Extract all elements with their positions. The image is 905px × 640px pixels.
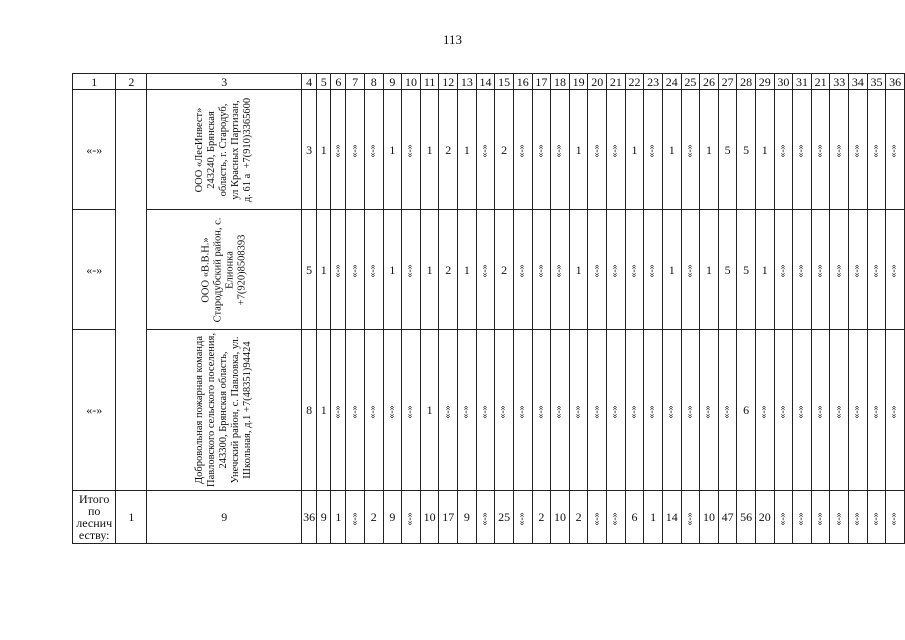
ditto-cell: «-» bbox=[830, 210, 849, 330]
ditto-cell: «-» bbox=[681, 330, 700, 491]
ditto-cell: «-» bbox=[476, 90, 495, 210]
total-value-cell: 14 bbox=[662, 491, 681, 544]
organization-name: ООО «В.В.Н.» Стародубский район, с. Елионка +7(920)8508393 bbox=[200, 217, 248, 322]
ditto-cell: «-» bbox=[346, 90, 365, 210]
ditto-cell: «-» bbox=[644, 90, 663, 210]
value-cell: 3 bbox=[302, 90, 317, 210]
value-cell: 8 bbox=[302, 330, 317, 491]
total-value-cell: 10 bbox=[551, 491, 570, 544]
ditto-cell: «-» bbox=[513, 210, 532, 330]
page-number: 113 bbox=[442, 32, 463, 47]
header-cell: 17 bbox=[532, 74, 551, 90]
header-cell: 8 bbox=[364, 74, 383, 90]
value-cell: 1 bbox=[755, 210, 774, 330]
header-cell: 21 bbox=[607, 74, 626, 90]
header-cell: 35 bbox=[867, 74, 886, 90]
value-cell: 1 bbox=[420, 90, 439, 210]
ditto-cell: «-» bbox=[551, 90, 570, 210]
ditto-cell: «-» bbox=[331, 90, 346, 210]
header-cell: 4 bbox=[302, 74, 317, 90]
ditto-cell: «-» bbox=[569, 330, 588, 491]
ditto-cell: «-» bbox=[513, 90, 532, 210]
ditto-cell: «-» bbox=[700, 330, 719, 491]
total-value-cell: 25 bbox=[495, 491, 514, 544]
organization-cell bbox=[147, 330, 302, 491]
ditto-cell: «-» bbox=[849, 90, 868, 210]
header-cell: 26 bbox=[700, 74, 719, 90]
value-cell: 1 bbox=[662, 90, 681, 210]
ditto-cell: «-» bbox=[644, 210, 663, 330]
ditto-cell: «-» bbox=[755, 330, 774, 491]
header-cell: 3 bbox=[147, 74, 302, 90]
header-cell: 13 bbox=[458, 74, 477, 90]
total-label: Итого по леснич еству: bbox=[73, 491, 116, 544]
ditto-cell: «-» bbox=[532, 330, 551, 491]
table-row bbox=[73, 90, 905, 210]
ditto-cell: «-» bbox=[551, 330, 570, 491]
ditto-cell: «-» bbox=[867, 90, 886, 210]
ditto-cell: «-» bbox=[346, 210, 365, 330]
value-cell: 1 bbox=[625, 90, 644, 210]
empty-cell bbox=[116, 90, 147, 491]
ditto-cell: «-» bbox=[402, 210, 421, 330]
ditto-cell: «-» bbox=[402, 491, 421, 544]
total-value-cell: 2 bbox=[532, 491, 551, 544]
ditto-cell: «-» bbox=[532, 210, 551, 330]
ditto-cell: «-» bbox=[867, 491, 886, 544]
total-value-cell: 36 bbox=[302, 491, 317, 544]
value-cell: 6 bbox=[737, 330, 756, 491]
ditto-cell: «-» bbox=[476, 330, 495, 491]
ditto-cell: «-» bbox=[625, 330, 644, 491]
ditto-cell: «-» bbox=[830, 330, 849, 491]
header-cell: 11 bbox=[420, 74, 439, 90]
ditto-cell: «-» bbox=[402, 90, 421, 210]
ditto-cell: «-» bbox=[849, 330, 868, 491]
total-row bbox=[73, 491, 905, 544]
header-cell: 1 bbox=[73, 74, 116, 90]
header-cell: 27 bbox=[718, 74, 737, 90]
ditto-cell: «-» bbox=[793, 330, 812, 491]
value-cell: 1 bbox=[317, 330, 331, 491]
total-value-cell: 1 bbox=[331, 491, 346, 544]
header-cell: 25 bbox=[681, 74, 700, 90]
value-cell: 1 bbox=[569, 90, 588, 210]
value-cell: 1 bbox=[317, 90, 331, 210]
header-cell: 19 bbox=[569, 74, 588, 90]
header-cell: 21 bbox=[811, 74, 830, 90]
organization-name: Добровольная пожарная команда Павловского сельского поселения, 243300, Брянская область, Унечский район, с. Павловка, ул. Школьная, д.1 +7(48351)94424 bbox=[194, 333, 254, 487]
header-cell: 7 bbox=[346, 74, 365, 90]
ditto-cell: «-» bbox=[681, 90, 700, 210]
total-value-cell: 17 bbox=[439, 491, 458, 544]
total-value-cell: 9 bbox=[317, 491, 331, 544]
total-value-cell: 6 bbox=[625, 491, 644, 544]
ditto-cell: «-» bbox=[331, 330, 346, 491]
ditto-cell: «-» bbox=[439, 330, 458, 491]
header-cell: 9 bbox=[383, 74, 402, 90]
ditto-cell: «-» bbox=[551, 210, 570, 330]
ditto-cell: «-» bbox=[476, 210, 495, 330]
ditto-cell: «-» bbox=[793, 210, 812, 330]
total-value-cell: 56 bbox=[737, 491, 756, 544]
ditto-cell: «-» bbox=[476, 491, 495, 544]
ditto-cell: «-» bbox=[886, 90, 905, 210]
ditto-cell: «-» bbox=[793, 90, 812, 210]
value-cell: 5 bbox=[737, 210, 756, 330]
ditto-cell: «-» bbox=[681, 210, 700, 330]
value-cell: 1 bbox=[420, 210, 439, 330]
ditto-cell: «-» bbox=[849, 210, 868, 330]
total-value-cell: 47 bbox=[718, 491, 737, 544]
forestry-table bbox=[72, 73, 905, 544]
ditto-cell: «-» bbox=[513, 330, 532, 491]
ditto-cell: «-» bbox=[644, 330, 663, 491]
value-cell: 1 bbox=[700, 210, 719, 330]
table-row bbox=[73, 210, 905, 330]
total-value-cell: 10 bbox=[700, 491, 719, 544]
header-cell: 31 bbox=[793, 74, 812, 90]
ditto-cell: «-» bbox=[364, 330, 383, 491]
ditto-cell: «-» bbox=[886, 330, 905, 491]
value-cell: 2 bbox=[439, 90, 458, 210]
ditto-cell: «-» bbox=[588, 210, 607, 330]
table-row bbox=[73, 330, 905, 491]
total-value-cell: 9 bbox=[147, 491, 302, 544]
header-row bbox=[73, 74, 905, 90]
row-ditto-cell: «-» bbox=[73, 330, 116, 491]
ditto-cell: «-» bbox=[513, 491, 532, 544]
value-cell: 5 bbox=[718, 210, 737, 330]
ditto-cell: «-» bbox=[867, 330, 886, 491]
ditto-cell: «-» bbox=[830, 90, 849, 210]
value-cell: 2 bbox=[495, 210, 514, 330]
ditto-cell: «-» bbox=[588, 330, 607, 491]
ditto-cell: «-» bbox=[346, 330, 365, 491]
value-cell: 1 bbox=[458, 210, 477, 330]
total-value-cell: 1 bbox=[644, 491, 663, 544]
ditto-cell: «-» bbox=[458, 330, 477, 491]
value-cell: 5 bbox=[718, 90, 737, 210]
ditto-cell: «-» bbox=[774, 330, 793, 491]
ditto-cell: «-» bbox=[811, 210, 830, 330]
header-cell: 34 bbox=[849, 74, 868, 90]
header-cell: 12 bbox=[439, 74, 458, 90]
value-cell: 1 bbox=[700, 90, 719, 210]
value-cell: 1 bbox=[383, 90, 402, 210]
value-cell: 1 bbox=[420, 330, 439, 491]
total-value-cell: 10 bbox=[420, 491, 439, 544]
ditto-cell: «-» bbox=[625, 210, 644, 330]
ditto-cell: «-» bbox=[331, 210, 346, 330]
ditto-cell: «-» bbox=[402, 330, 421, 491]
value-cell: 5 bbox=[737, 90, 756, 210]
header-cell: 6 bbox=[331, 74, 346, 90]
header-cell: 2 bbox=[116, 74, 147, 90]
header-cell: 18 bbox=[551, 74, 570, 90]
ditto-cell: «-» bbox=[681, 491, 700, 544]
ditto-cell: «-» bbox=[346, 491, 365, 544]
header-cell: 5 bbox=[317, 74, 331, 90]
header-cell: 30 bbox=[774, 74, 793, 90]
value-cell: 1 bbox=[569, 210, 588, 330]
ditto-cell: «-» bbox=[718, 330, 737, 491]
header-cell: 33 bbox=[830, 74, 849, 90]
row-ditto-cell: «-» bbox=[73, 210, 116, 330]
header-cell: 15 bbox=[495, 74, 514, 90]
header-cell: 28 bbox=[737, 74, 756, 90]
value-cell: 1 bbox=[317, 210, 331, 330]
header-cell: 14 bbox=[476, 74, 495, 90]
ditto-cell: «-» bbox=[849, 491, 868, 544]
header-cell: 10 bbox=[402, 74, 421, 90]
ditto-cell: «-» bbox=[886, 210, 905, 330]
ditto-cell: «-» bbox=[774, 90, 793, 210]
total-value-cell: 2 bbox=[364, 491, 383, 544]
header-cell: 22 bbox=[625, 74, 644, 90]
header-cell: 23 bbox=[644, 74, 663, 90]
ditto-cell: «-» bbox=[364, 210, 383, 330]
ditto-cell: «-» bbox=[607, 491, 626, 544]
value-cell: 1 bbox=[755, 90, 774, 210]
value-cell: 1 bbox=[458, 90, 477, 210]
value-cell: 2 bbox=[495, 90, 514, 210]
ditto-cell: «-» bbox=[867, 210, 886, 330]
ditto-cell: «-» bbox=[811, 491, 830, 544]
ditto-cell: «-» bbox=[793, 491, 812, 544]
ditto-cell: «-» bbox=[774, 210, 793, 330]
ditto-cell: «-» bbox=[532, 90, 551, 210]
ditto-cell: «-» bbox=[830, 491, 849, 544]
header-cell: 36 bbox=[886, 74, 905, 90]
header-cell: 24 bbox=[662, 74, 681, 90]
ditto-cell: «-» bbox=[774, 491, 793, 544]
value-cell: 2 bbox=[439, 210, 458, 330]
total-value-cell: 9 bbox=[458, 491, 477, 544]
organization-cell bbox=[147, 90, 302, 210]
value-cell: 5 bbox=[302, 210, 317, 330]
ditto-cell: «-» bbox=[811, 90, 830, 210]
ditto-cell: «-» bbox=[383, 330, 402, 491]
total-value-cell: 20 bbox=[755, 491, 774, 544]
header-cell: 16 bbox=[513, 74, 532, 90]
header-cell: 20 bbox=[588, 74, 607, 90]
ditto-cell: «-» bbox=[886, 491, 905, 544]
total-value-cell: 9 bbox=[383, 491, 402, 544]
ditto-cell: «-» bbox=[588, 491, 607, 544]
organization-name: ООО «ЛесИнвест» 243240, Брянская область, г. Стародуб, ул Красных Партизан, д. 61 а +7(910)3365600 bbox=[194, 97, 254, 202]
ditto-cell: «-» bbox=[811, 330, 830, 491]
ditto-cell: «-» bbox=[607, 330, 626, 491]
organization-cell bbox=[147, 210, 302, 330]
ditto-cell: «-» bbox=[364, 90, 383, 210]
value-cell: 1 bbox=[383, 210, 402, 330]
header-cell: 29 bbox=[755, 74, 774, 90]
ditto-cell: «-» bbox=[607, 210, 626, 330]
ditto-cell: «-» bbox=[588, 90, 607, 210]
row-ditto-cell: «-» bbox=[73, 90, 116, 210]
ditto-cell: «-» bbox=[662, 330, 681, 491]
ditto-cell: «-» bbox=[607, 90, 626, 210]
total-value-cell: 2 bbox=[569, 491, 588, 544]
value-cell: 1 bbox=[662, 210, 681, 330]
total-value-cell: 1 bbox=[116, 491, 147, 544]
ditto-cell: «-» bbox=[495, 330, 514, 491]
